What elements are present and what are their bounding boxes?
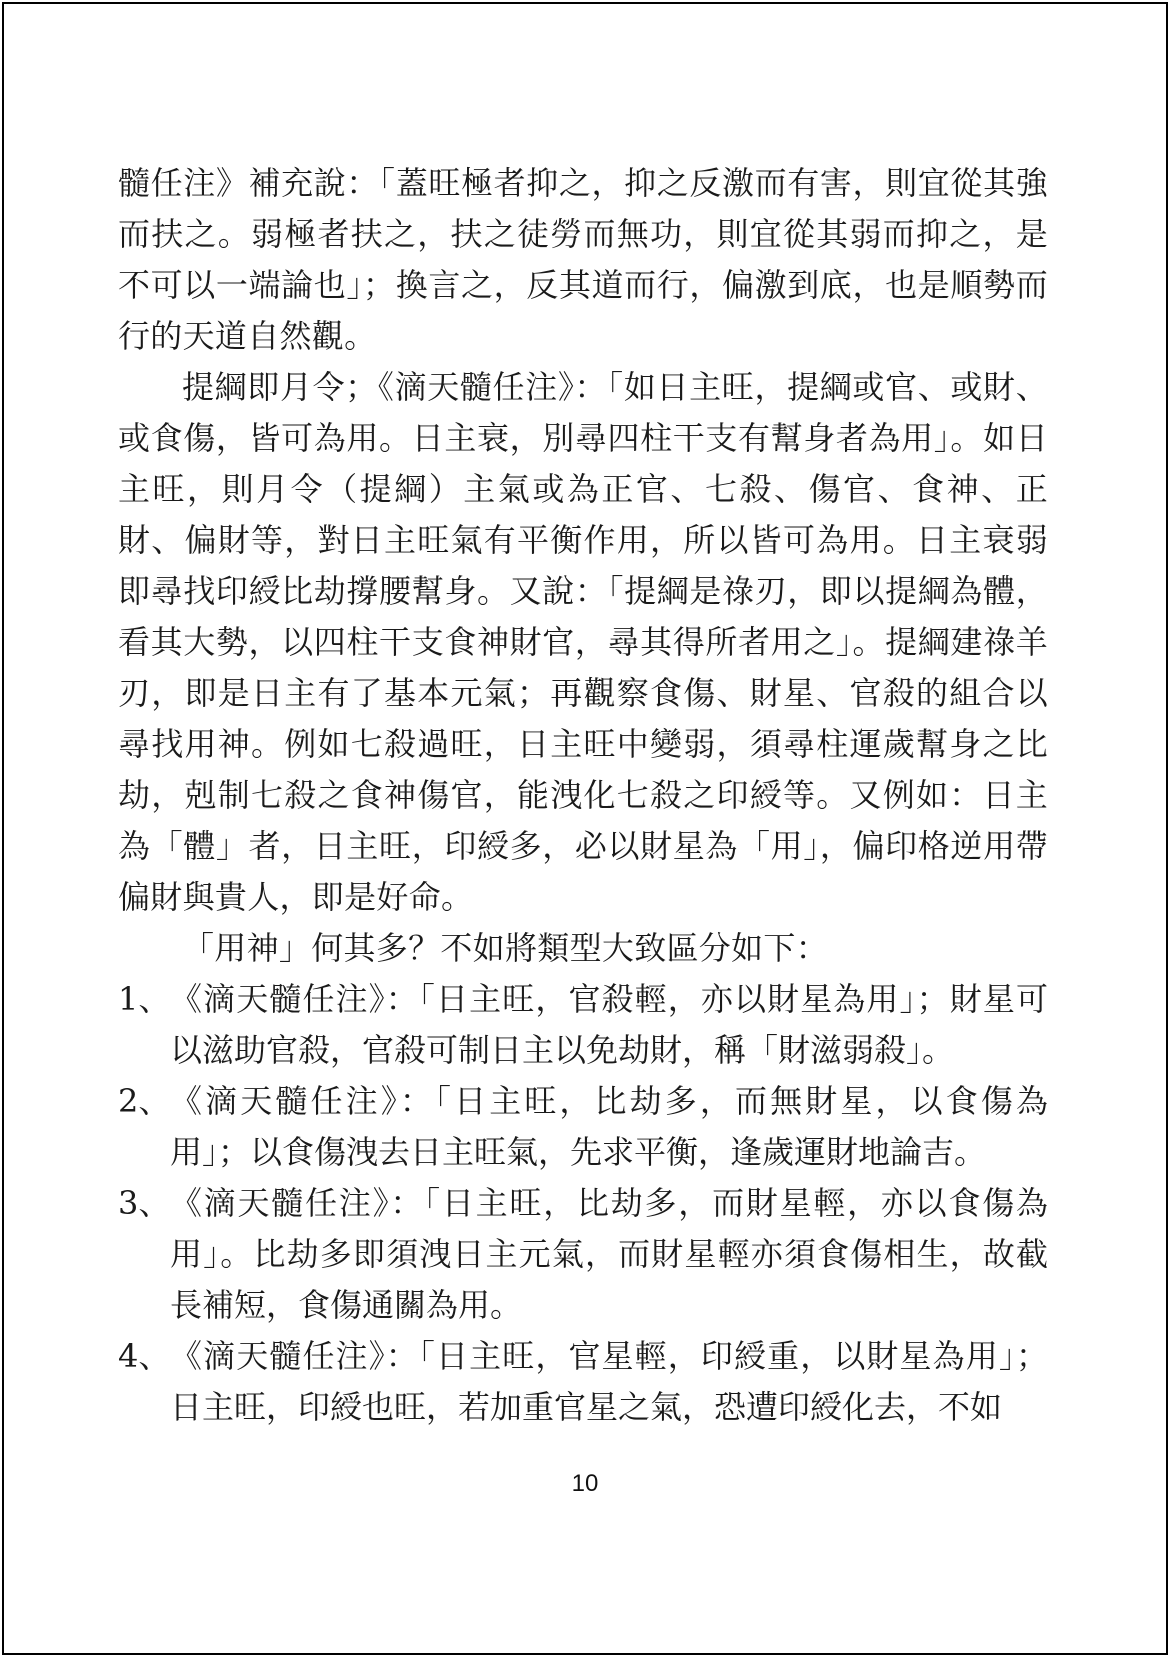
list-number: 1、	[118, 980, 171, 1018]
list-text: 《滴天髓任注》：「日主旺，比劫多，而無財星，以食傷為用」；以食傷洩去日主旺氣，先求平衡，逢歲運財地論吉。	[170, 1082, 1048, 1171]
list-item	[118, 974, 1048, 1076]
list-item	[118, 1331, 1048, 1433]
paragraph-3: 「用神」何其多？不如將類型大致區分如下：	[182, 929, 829, 967]
page-number: 10	[571, 1470, 599, 1497]
list-number: 4、	[118, 1337, 171, 1375]
list-item	[118, 1076, 1048, 1178]
list-number: 2、	[118, 1082, 171, 1120]
list-item	[118, 1178, 1048, 1331]
list-text: 《滴天髓任注》：「日主旺，比劫多，而財星輕，亦以食傷為用」。比劫多即須洩日主元氣，而財星輕亦須食傷相生，故截長補短，食傷通關為用。	[170, 1184, 1048, 1324]
list-text: 《滴天髓任注》：「日主旺，官星輕，印綬重，以財星為用」；日主旺，印綬也旺，若加重官星之氣，恐遭印綬化去，不如	[170, 1337, 1048, 1426]
list-number: 3、	[118, 1184, 171, 1222]
page-body	[118, 158, 1048, 1433]
list-text: 《滴天髓任注》：「日主旺，官殺輕，亦以財星為用」；財星可以滋助官殺，官殺可制日主以免劫財，稱「財滋弱殺」。	[170, 980, 1048, 1069]
paragraph-1: 髓任注》補充說：「蓋旺極者抑之，抑之反激而有害，則宜從其強而扶之。弱極者扶之，扶之徒勞而無功，則宜從其弱而抑之，是不可以一端論也」；換言之，反其道而行，偏激到底，也是順勢而行的天道自然觀。	[118, 164, 1048, 355]
paragraph-2: 提綱即月令；《滴天髓任注》：「如日主旺，提綱或官、或財、或食傷，皆可為用。日主衰，別尋四柱干支有幫身者為用」。如日主旺，則月令（提綱）主氣或為正官、七殺、傷官、食神、正財、偏財等，對日主旺氣有平衡作用，所以皆可為用。日主衰弱即尋找印綬比劫撐腰幫身。又說：「提綱是祿刃，即以提綱為體，看其大勢，以四柱干支食神財官，尋其得所者用之」。提綱建祿羊刃，即是日主有了基本元氣；再觀察食傷、財星、官殺的組合以尋找用神。例如七殺過旺，日主旺中變弱，須尋柱運歲幫身之比劫，剋制七殺之食神傷官，能洩化七殺之印綬等。又例如：日主為「體」者，日主旺，印綬多，必以財星為「用」，偏印格逆用帶偏財與貴人，即是好命。	[118, 368, 1048, 916]
